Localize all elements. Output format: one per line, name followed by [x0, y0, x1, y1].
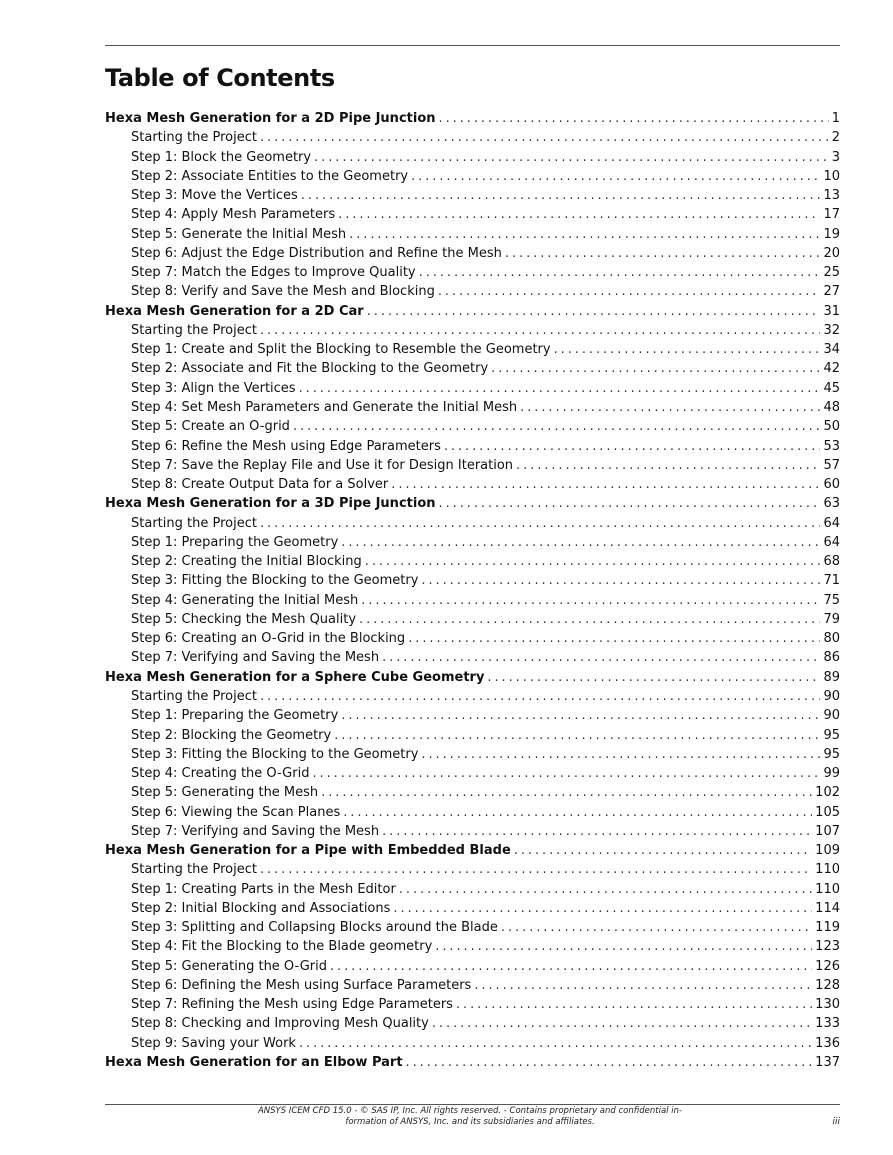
toc-entry-page: 50	[823, 419, 840, 435]
toc-entry-title: Step 3: Fitting the Blocking to the Geometry	[131, 746, 419, 762]
toc-dot-leader	[293, 417, 821, 436]
toc-entry-title: Hexa Mesh Generation for a 2D Pipe Junction	[105, 111, 436, 126]
toc-section-entry[interactable]	[105, 860, 840, 879]
toc-section-entry[interactable]	[105, 128, 840, 147]
toc-entry-title: Step 3: Align the Vertices	[131, 380, 296, 396]
toc-dot-leader	[435, 937, 812, 956]
toc-section-entry[interactable]	[105, 571, 840, 590]
toc-entry-title: Starting the Project	[131, 688, 257, 704]
toc-dot-leader	[421, 745, 820, 764]
toc-chapter-entry[interactable]	[105, 1053, 840, 1072]
toc-entry-title: Step 4: Generating the Initial Mesh	[131, 592, 359, 608]
toc-dot-leader	[554, 340, 821, 359]
toc-section-entry[interactable]	[105, 417, 840, 436]
table-of-contents	[105, 109, 840, 1072]
toc-section-entry[interactable]	[105, 937, 840, 956]
toc-entry-page: 136	[815, 1035, 840, 1051]
toc-entry-title: Starting the Project	[131, 130, 257, 146]
toc-entry-title: Step 7: Match the Edges to Improve Quality	[131, 265, 416, 281]
toc-section-entry[interactable]	[105, 552, 840, 571]
toc-section-entry[interactable]	[105, 379, 840, 398]
toc-entry-page: 107	[815, 823, 840, 839]
toc-dot-leader	[341, 533, 820, 552]
toc-dot-leader	[393, 899, 812, 918]
toc-entry-page: 25	[823, 265, 840, 281]
toc-entry-title: Step 6: Viewing the Scan Planes	[131, 804, 341, 820]
toc-section-entry[interactable]	[105, 437, 840, 456]
header-rule	[105, 45, 840, 46]
toc-entry-page: 119	[815, 920, 840, 936]
toc-entry-page: 95	[823, 746, 840, 762]
toc-section-entry[interactable]	[105, 282, 840, 301]
toc-entry-title: Step 2: Blocking the Geometry	[131, 727, 332, 743]
toc-chapter-entry[interactable]	[105, 668, 840, 687]
toc-section-entry[interactable]	[105, 687, 840, 706]
toc-entry-page: 102	[815, 785, 840, 801]
toc-dot-leader	[444, 437, 821, 456]
footer-rule	[105, 1104, 840, 1105]
toc-entry-title: Step 6: Refine the Mesh using Edge Parameters	[131, 438, 441, 454]
toc-entry-title: Step 1: Block the Geometry	[131, 149, 312, 165]
toc-section-entry[interactable]	[105, 244, 840, 263]
toc-dot-leader	[359, 610, 820, 629]
toc-entry-title: Step 4: Apply Mesh Parameters	[131, 207, 336, 223]
toc-dot-leader	[474, 976, 812, 995]
toc-entry-title: Step 3: Move the Vertices	[131, 188, 298, 204]
toc-entry-page: 123	[815, 939, 840, 955]
toc-entry-page: 86	[823, 650, 840, 666]
toc-entry-title: Step 1: Preparing the Geometry	[131, 708, 339, 724]
toc-entry-page: 1	[831, 111, 840, 126]
toc-section-entry[interactable]	[105, 783, 840, 802]
toc-entry-title: Step 5: Create an O-grid	[131, 419, 290, 435]
toc-entry-page: 126	[815, 958, 840, 974]
toc-section-entry[interactable]	[105, 148, 840, 167]
toc-dot-leader	[260, 514, 821, 533]
toc-dot-leader	[334, 726, 820, 745]
toc-section-entry[interactable]	[105, 706, 840, 725]
toc-section-entry[interactable]	[105, 610, 840, 629]
toc-entry-page: 95	[823, 727, 840, 743]
toc-entry-title: Hexa Mesh Generation for a 2D Car	[105, 303, 364, 319]
toc-dot-leader	[391, 475, 820, 494]
toc-dot-leader	[419, 263, 821, 282]
toc-dot-leader	[260, 860, 812, 879]
toc-dot-leader	[501, 918, 812, 937]
toc-entry-title: Step 5: Generating the O-Grid	[131, 958, 327, 974]
toc-entry-page: 90	[823, 708, 840, 724]
toc-entry-title: Hexa Mesh Generation for an Elbow Part	[105, 1055, 403, 1071]
toc-section-entry[interactable]	[105, 880, 840, 899]
toc-section-entry[interactable]	[105, 899, 840, 918]
toc-entry-page: 10	[823, 168, 840, 184]
toc-entry-page: 3	[831, 149, 840, 165]
toc-section-entry[interactable]	[105, 186, 840, 205]
toc-entry-page: 31	[823, 303, 840, 319]
toc-dot-leader	[343, 803, 812, 822]
toc-entry-page: 13	[823, 188, 840, 204]
toc-chapter-entry[interactable]	[105, 494, 840, 513]
toc-section-entry[interactable]	[105, 359, 840, 378]
toc-entry-page: 57	[823, 457, 840, 473]
toc-entry-title: Step 2: Initial Blocking and Associations	[131, 900, 391, 916]
toc-entry-page: 64	[823, 515, 840, 531]
toc-entry-page: 128	[815, 977, 840, 993]
toc-entry-page: 133	[815, 1016, 840, 1032]
toc-dot-leader	[382, 822, 812, 841]
toc-entry-title: Step 6: Defining the Mesh using Surface Parameters	[131, 977, 472, 993]
toc-entry-page: 20	[823, 245, 840, 261]
toc-section-entry[interactable]	[105, 263, 840, 282]
toc-section-entry[interactable]	[105, 1014, 840, 1033]
toc-entry-page: 34	[823, 342, 840, 358]
footer-line-1: ANSYS ICEM CFD 15.0 - © SAS IP, Inc. All rights reserved. - Contains proprietary and confidential in-	[257, 1106, 683, 1116]
toc-entry-page: 32	[823, 322, 840, 338]
toc-entry-title: Step 8: Verify and Save the Mesh and Blocking	[131, 284, 435, 300]
toc-section-entry[interactable]	[105, 764, 840, 783]
toc-dot-leader	[439, 494, 821, 513]
toc-entry-title: Step 3: Fitting the Blocking to the Geometry	[131, 573, 419, 589]
toc-entry-page: 80	[823, 631, 840, 647]
toc-entry-title: Step 2: Associate Entities to the Geometry	[131, 168, 409, 184]
toc-dot-leader	[299, 1034, 812, 1053]
toc-dot-leader	[421, 571, 820, 590]
toc-dot-leader	[338, 205, 820, 224]
toc-dot-leader	[299, 379, 821, 398]
toc-dot-leader	[516, 456, 820, 475]
toc-dot-leader	[330, 957, 812, 976]
toc-dot-leader	[367, 302, 821, 321]
toc-entry-title: Step 5: Checking the Mesh Quality	[131, 611, 357, 627]
toc-dot-leader	[514, 841, 812, 860]
toc-dot-leader	[432, 1014, 812, 1033]
toc-dot-leader	[408, 629, 820, 648]
toc-dot-leader	[491, 359, 820, 378]
toc-entry-page: 105	[815, 804, 840, 820]
toc-entry-title: Hexa Mesh Generation for a Sphere Cube Geometry	[105, 669, 485, 685]
toc-entry-title: Step 8: Create Output Data for a Solver	[131, 477, 389, 493]
page-title: Table of Contents	[105, 64, 335, 92]
toc-section-entry[interactable]	[105, 456, 840, 475]
toc-entry-title: Step 4: Creating the O-Grid	[131, 766, 310, 782]
toc-entry-title: Step 3: Splitting and Collapsing Blocks around the Blade	[131, 920, 498, 936]
toc-dot-leader	[341, 706, 820, 725]
toc-dot-leader	[301, 186, 821, 205]
toc-section-entry[interactable]	[105, 591, 840, 610]
toc-section-entry[interactable]	[105, 1034, 840, 1053]
toc-entry-page: 27	[823, 284, 840, 300]
toc-dot-leader	[361, 591, 820, 610]
toc-entry-title: Step 1: Preparing the Geometry	[131, 534, 339, 550]
toc-section-entry[interactable]	[105, 321, 840, 340]
toc-section-entry[interactable]	[105, 957, 840, 976]
toc-entry-title: Step 5: Generate the Initial Mesh	[131, 226, 347, 242]
toc-section-entry[interactable]	[105, 533, 840, 552]
toc-dot-leader	[365, 552, 821, 571]
toc-entry-page: 130	[815, 997, 840, 1013]
toc-section-entry[interactable]	[105, 995, 840, 1014]
toc-entry-page: 17	[823, 207, 840, 223]
toc-entry-page: 114	[815, 900, 840, 916]
toc-entry-page: 60	[823, 477, 840, 493]
toc-dot-leader	[260, 321, 821, 340]
toc-section-entry[interactable]	[105, 918, 840, 937]
toc-dot-leader	[456, 995, 812, 1014]
toc-entry-page: 63	[823, 496, 840, 512]
toc-dot-leader	[321, 783, 812, 802]
toc-section-entry[interactable]	[105, 803, 840, 822]
toc-section-entry[interactable]	[105, 976, 840, 995]
toc-entry-title: Step 7: Verifying and Saving the Mesh	[131, 823, 380, 839]
toc-dot-leader	[260, 128, 829, 147]
toc-section-entry[interactable]	[105, 398, 840, 417]
toc-entry-title: Step 1: Creating Parts in the Mesh Editor	[131, 881, 396, 897]
toc-entry-page: 79	[823, 611, 840, 627]
toc-section-entry[interactable]	[105, 629, 840, 648]
footer-page-number: iii	[832, 1117, 840, 1127]
toc-section-entry[interactable]	[105, 167, 840, 186]
toc-chapter-entry[interactable]	[105, 109, 840, 128]
toc-entry-title: Step 7: Refining the Mesh using Edge Parameters	[131, 997, 453, 1013]
toc-dot-leader	[260, 687, 821, 706]
toc-entry-page: 71	[823, 573, 840, 589]
toc-entry-page: 2	[831, 130, 840, 146]
toc-entry-page: 19	[823, 226, 840, 242]
toc-entry-title: Step 6: Adjust the Edge Distribution and Refine the Mesh	[131, 245, 502, 261]
toc-dot-leader	[314, 148, 829, 167]
toc-entry-title: Hexa Mesh Generation for a Pipe with Embedded Blade	[105, 843, 511, 859]
toc-entry-title: Step 5: Generating the Mesh	[131, 785, 319, 801]
toc-dot-leader	[520, 398, 820, 417]
toc-dot-leader	[487, 668, 820, 687]
toc-dot-leader	[312, 764, 820, 783]
toc-entry-title: Starting the Project	[131, 515, 257, 531]
toc-entry-page: 45	[823, 380, 840, 396]
toc-section-entry[interactable]	[105, 822, 840, 841]
toc-entry-title: Step 7: Verifying and Saving the Mesh	[131, 650, 380, 666]
toc-entry-page: 110	[815, 881, 840, 897]
toc-entry-title: Starting the Project	[131, 862, 257, 878]
toc-entry-title: Step 9: Saving your Work	[131, 1035, 296, 1051]
toc-entry-page: 99	[823, 766, 840, 782]
toc-dot-leader	[438, 282, 821, 301]
toc-dot-leader	[399, 880, 812, 899]
toc-entry-page: 68	[823, 554, 840, 570]
footer-copyright	[230, 1106, 710, 1128]
toc-entry-title: Step 1: Create and Split the Blocking to Resemble the Geometry	[131, 342, 551, 358]
toc-entry-page: 48	[823, 399, 840, 415]
toc-section-entry[interactable]	[105, 726, 840, 745]
toc-section-entry[interactable]	[105, 475, 840, 494]
toc-entry-page: 75	[823, 592, 840, 608]
toc-section-entry[interactable]	[105, 514, 840, 533]
toc-chapter-entry[interactable]	[105, 302, 840, 321]
toc-entry-title: Step 4: Set Mesh Parameters and Generate the Initial Mesh	[131, 399, 518, 415]
toc-entry-page: 109	[815, 843, 840, 859]
toc-dot-leader	[382, 648, 820, 667]
toc-entry-title: Step 6: Creating an O-Grid in the Blocking	[131, 631, 406, 647]
toc-entry-page: 110	[815, 862, 840, 878]
footer-line-2: formation of ANSYS, Inc. and its subsidiaries and affiliates.	[345, 1117, 595, 1127]
toc-section-entry[interactable]	[105, 745, 840, 764]
toc-entry-title: Step 8: Checking and Improving Mesh Quality	[131, 1016, 429, 1032]
toc-dot-leader	[349, 225, 820, 244]
toc-entry-title: Hexa Mesh Generation for a 3D Pipe Junction	[105, 496, 436, 512]
toc-dot-leader	[411, 167, 820, 186]
toc-entry-page: 42	[823, 361, 840, 377]
toc-chapter-entry[interactable]	[105, 841, 840, 860]
toc-entry-title: Step 2: Creating the Initial Blocking	[131, 554, 362, 570]
toc-entry-title: Step 4: Fit the Blocking to the Blade geometry	[131, 939, 433, 955]
toc-section-entry[interactable]	[105, 340, 840, 359]
toc-entry-page: 89	[823, 669, 840, 685]
toc-section-entry[interactable]	[105, 225, 840, 244]
toc-dot-leader	[406, 1053, 813, 1072]
toc-entry-page: 53	[823, 438, 840, 454]
toc-dot-leader	[439, 109, 829, 128]
toc-entry-title: Starting the Project	[131, 322, 257, 338]
toc-entry-title: Step 7: Save the Replay File and Use it for Design Iteration	[131, 457, 514, 473]
toc-section-entry[interactable]	[105, 648, 840, 667]
toc-entry-page: 64	[823, 534, 840, 550]
toc-entry-title: Step 2: Associate and Fit the Blocking to the Geometry	[131, 361, 489, 377]
toc-section-entry[interactable]	[105, 205, 840, 224]
toc-entry-page: 90	[823, 688, 840, 704]
toc-entry-page: 137	[815, 1055, 840, 1071]
toc-dot-leader	[505, 244, 821, 263]
